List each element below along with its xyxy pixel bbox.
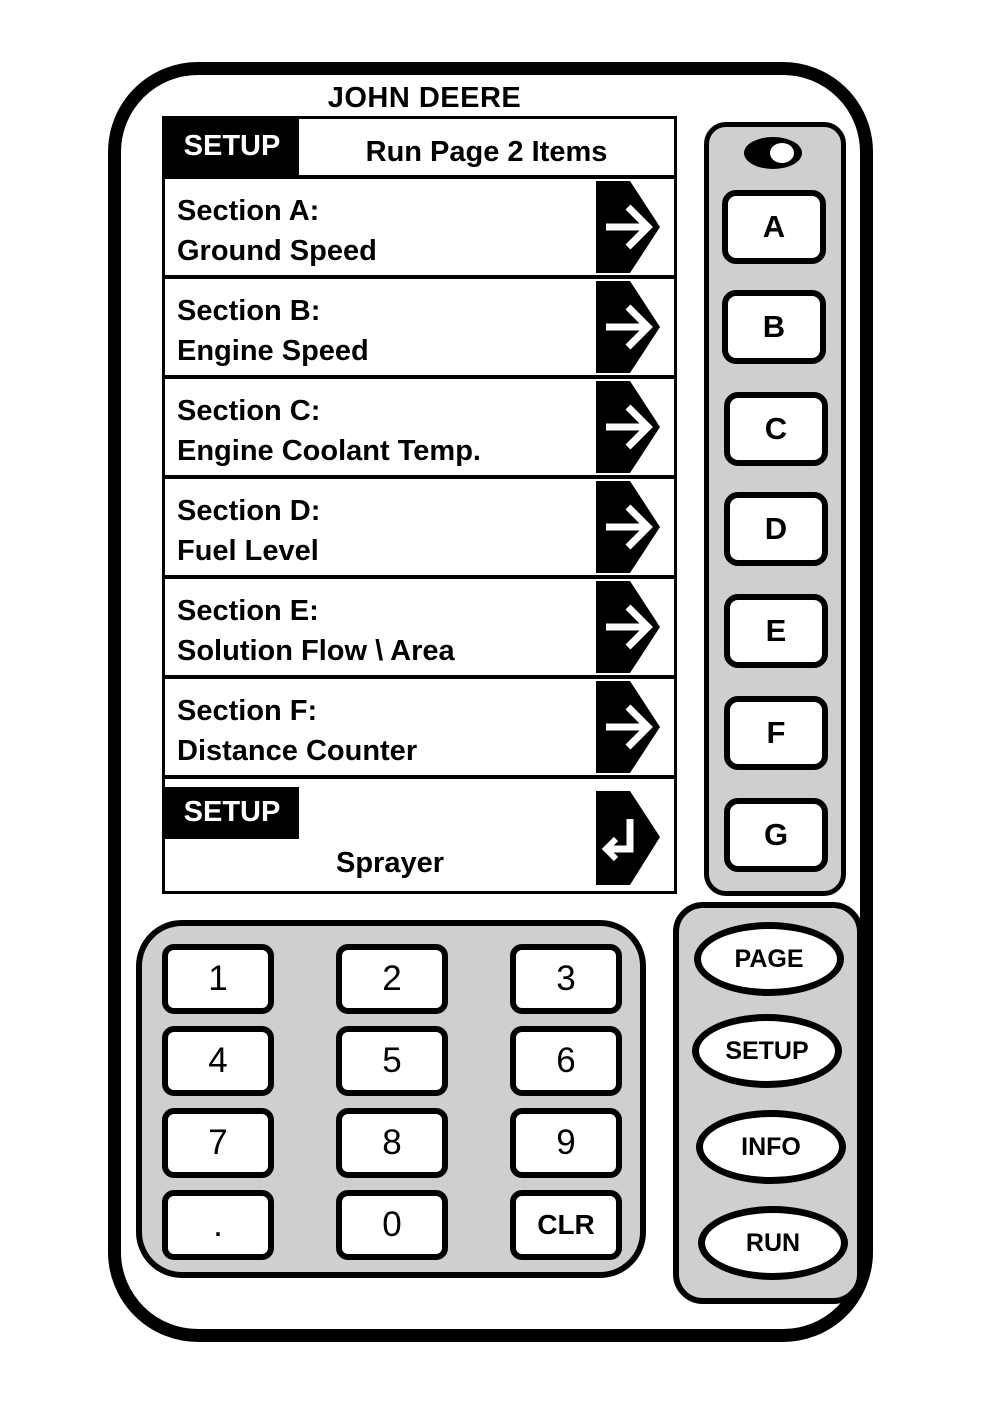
- section-row-label: [177, 191, 377, 271]
- header-mode-tag: SETUP: [165, 119, 299, 175]
- section-row-label: [177, 291, 369, 371]
- status-light-icon: [742, 135, 804, 171]
- side-button-f[interactable]: F: [724, 696, 828, 770]
- section-row-b[interactable]: [165, 279, 674, 379]
- display-screen: [162, 116, 677, 894]
- key-4[interactable]: 4: [162, 1026, 274, 1096]
- key-8[interactable]: 8: [336, 1108, 448, 1178]
- key-1[interactable]: 1: [162, 944, 274, 1014]
- section-item: Solution Flow \ Area: [177, 635, 455, 667]
- key-0[interactable]: 0: [336, 1190, 448, 1260]
- key-7[interactable]: 7: [162, 1108, 274, 1178]
- section-row-a[interactable]: [165, 179, 674, 279]
- page-button[interactable]: PAGE: [694, 922, 844, 996]
- key-9[interactable]: 9: [510, 1108, 622, 1178]
- header-title: Run Page 2 Items: [365, 136, 608, 168]
- screen-footer: [165, 787, 674, 891]
- footer-page-name: Sprayer: [335, 847, 444, 879]
- section-item: Distance Counter: [177, 735, 418, 767]
- side-button-g[interactable]: G: [724, 798, 828, 872]
- section-name: Section B:: [177, 295, 321, 327]
- side-button-b[interactable]: B: [722, 290, 826, 364]
- key-3[interactable]: 3: [510, 944, 622, 1014]
- right-arrow-icon[interactable]: [596, 181, 660, 273]
- key-6[interactable]: 6: [510, 1026, 622, 1096]
- section-row-label: [177, 491, 320, 571]
- section-name: Section E:: [177, 595, 319, 627]
- footer-mode-tag: SETUP: [165, 787, 299, 839]
- right-arrow-icon[interactable]: [596, 381, 660, 473]
- screen-header: [165, 119, 674, 179]
- run-button[interactable]: RUN: [698, 1206, 848, 1280]
- section-item: Engine Speed: [177, 335, 369, 367]
- section-row-label: [177, 391, 481, 471]
- key-decimal[interactable]: .: [162, 1190, 274, 1260]
- right-arrow-icon[interactable]: [596, 681, 660, 773]
- section-item: Fuel Level: [177, 535, 319, 567]
- section-row-label: [177, 691, 417, 771]
- section-row-d[interactable]: [165, 479, 674, 579]
- info-button[interactable]: INFO: [696, 1110, 846, 1184]
- side-button-c[interactable]: C: [724, 392, 828, 466]
- brand-label: JOHN DEERE: [327, 82, 522, 114]
- section-row-f[interactable]: [165, 679, 674, 779]
- key-5[interactable]: 5: [336, 1026, 448, 1096]
- section-row-e[interactable]: [165, 579, 674, 679]
- side-button-d[interactable]: D: [724, 492, 828, 566]
- side-button-e[interactable]: E: [724, 594, 828, 668]
- right-arrow-icon[interactable]: [596, 581, 660, 673]
- section-item: Ground Speed: [177, 235, 377, 267]
- section-name: Section C:: [177, 395, 321, 427]
- return-arrow-icon[interactable]: [596, 791, 660, 885]
- section-name: Section F:: [177, 695, 318, 727]
- setup-button[interactable]: SETUP: [692, 1014, 842, 1088]
- right-arrow-icon[interactable]: [596, 281, 660, 373]
- section-item: Engine Coolant Temp.: [177, 435, 481, 467]
- section-name: Section D:: [177, 495, 321, 527]
- right-arrow-icon[interactable]: [596, 481, 660, 573]
- section-name: Section A:: [177, 195, 320, 227]
- section-row-label: [177, 591, 455, 671]
- side-button-a[interactable]: A: [722, 190, 826, 264]
- section-row-c[interactable]: [165, 379, 674, 479]
- key-clear[interactable]: CLR: [510, 1190, 622, 1260]
- key-2[interactable]: 2: [336, 944, 448, 1014]
